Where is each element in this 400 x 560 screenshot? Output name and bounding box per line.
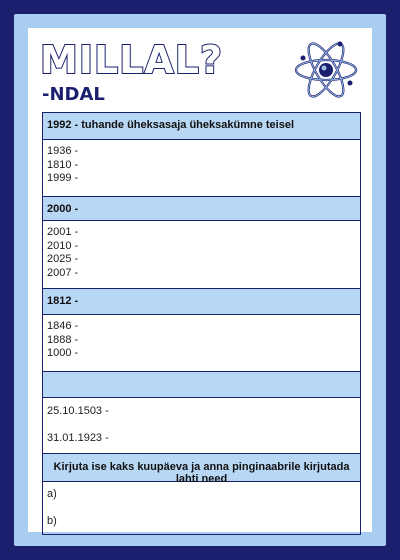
list-item: 1810 - bbox=[47, 158, 79, 171]
section-body bbox=[43, 315, 360, 372]
list-item: 2007 - bbox=[47, 266, 79, 279]
list-item: a) bbox=[47, 488, 57, 500]
dates-table bbox=[42, 112, 361, 535]
section-heading: 1992 - tuhande üheksasaja üheksakümne teisel bbox=[43, 113, 360, 140]
page-title: MILLAL? bbox=[40, 38, 224, 82]
section-body bbox=[43, 398, 360, 454]
page-subtitle: -NDAL bbox=[42, 84, 105, 105]
section-heading: 2000 - bbox=[43, 197, 360, 221]
list-item: 1846 - bbox=[47, 320, 79, 332]
list-item: 1936 - bbox=[47, 145, 79, 157]
section-body bbox=[43, 482, 360, 535]
section-body bbox=[43, 221, 360, 289]
section-body bbox=[43, 140, 360, 197]
worksheet-page bbox=[28, 28, 372, 532]
list-item: 1999 - bbox=[47, 172, 79, 184]
section-heading: 1812 - bbox=[43, 289, 360, 315]
list-item: 31.01.1923 - bbox=[47, 431, 109, 444]
list-item: 1000 - bbox=[47, 347, 79, 359]
section-heading: Kirjuta ise kaks kuupäeva ja anna pinginaabrile kirjutada lahti need bbox=[43, 454, 360, 482]
list-item: 2010 - bbox=[47, 239, 79, 252]
list-item: 2001 - bbox=[47, 226, 79, 238]
list-item: 1888 - bbox=[47, 333, 79, 346]
section-heading bbox=[43, 372, 360, 398]
list-item: 25.10.1503 - bbox=[47, 405, 109, 417]
atom-icon bbox=[294, 38, 358, 102]
list-item: b) bbox=[47, 514, 57, 527]
list-item: 2025 - bbox=[47, 253, 79, 265]
